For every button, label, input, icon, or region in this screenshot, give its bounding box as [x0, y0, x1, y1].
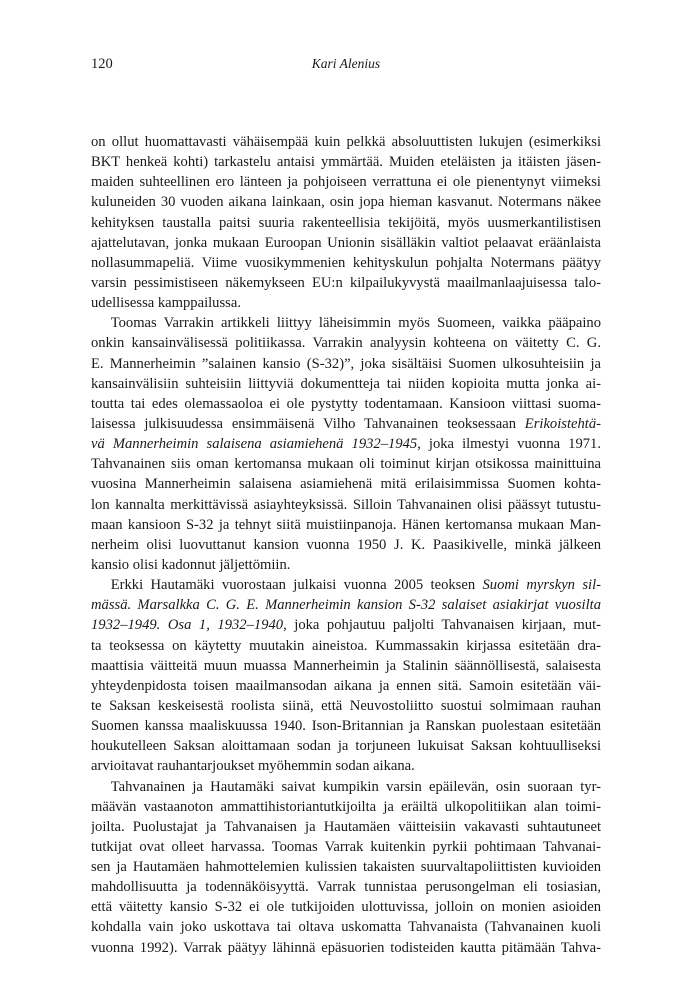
text-line: [91, 454, 601, 474]
text-run: joilta. Puolustajat ja Tahvanaisen ja Hautamäen väitteisiin vakavasti suhtautuneet: [91, 818, 601, 835]
text-line: [91, 152, 601, 172]
text-line: [91, 656, 601, 676]
text-run: te Saksan keskeisestä roolista siinä, että Neuvostoliitto suostui solmimaan rauhan: [91, 697, 601, 714]
text-run: Tahvanainen ja Hautamäki saivat kumpikin varsin epäilevän, osin suoraan tyr-: [110, 778, 601, 795]
text-run: kansio olisi kadonnut jäljettömiin.: [91, 556, 291, 573]
text-run: kansainvälisiin suhteisiin liittyviä dokumentteja tai niiden kopioita mutta jonka ai-: [91, 375, 601, 392]
text-run: kohdalla vain joko uskottava tai oltava uskomatta Tahvanaista (Tahvanainen kuoli: [91, 919, 601, 936]
text-run: maattisia väitteitä muun muassa Mannerheimin ja Stalinin säännöllisestä, salaisesta: [91, 657, 601, 674]
text-line: [91, 192, 601, 212]
text-run: lon kannalta merkittävissä asiayhteyksissä. Silloin Tahvanainen olisi päässyt tutustu-: [91, 496, 601, 513]
text-line: [91, 233, 601, 253]
italic-title-text: 1932–1949. Osa 1, 1932–1940: [91, 617, 284, 634]
text-line: [91, 132, 601, 152]
text-line: [91, 777, 601, 797]
text-line: [91, 917, 601, 937]
text-run: , joka ilmestyi vuonna 1971.: [417, 436, 601, 453]
text-line: [91, 736, 601, 756]
text-line: [91, 313, 601, 333]
text-run: Toomas Varrakin artikkeli liittyy läheisimmin myös Suomeen, vaikka pääpaino: [110, 315, 601, 332]
text-line: [91, 716, 601, 736]
text-run: houkutelleen Saksan aloittamaan sodan ja torjuneen lukuisat Saksan kohtuulliseksi: [91, 738, 601, 755]
text-run: että väitetty kansio S-32 ei ole tutkijoiden ulottuvissa, jolloin on monien asioiden: [91, 899, 601, 916]
text-line: [91, 374, 601, 394]
italic-title-text: mässä. Marsalkka C. G. E. Mannerheimin kansion S-32 salaiset asiakirjat vuosilta: [91, 597, 601, 614]
page-number: 120: [91, 56, 113, 72]
text-line: [91, 172, 601, 192]
text-run: tutkijat ovat olleet harvassa. Toomas Varrak kuitenkin pyrkii pohtimaan Tahvanai-: [91, 838, 601, 855]
paragraph: [91, 575, 601, 776]
text-line: [91, 273, 601, 293]
text-run: BKT henkeä kohti) tarkastelu antaisi ymmärtää. Muiden eteläisten ja itäisten jäsen-: [91, 154, 601, 171]
text-line: [91, 575, 601, 595]
text-line: [91, 676, 601, 696]
text-line: [91, 495, 601, 515]
text-run: arvioitavat rauhantarjoukset myöhemmin sodan aikana.: [91, 758, 415, 775]
text-line: [91, 756, 601, 776]
text-run: , joka pohjautuu paljolti Tahvanaisen kirjaan, mut-: [283, 617, 601, 634]
text-run: vuosina Mannerheimin salaisena asiamiehenä mitä erilaisimmissa Suomen kohta-: [91, 476, 601, 493]
text-run: maan kansioon S-32 ja tehnyt siitä muistiinpanoja. Hänen kertomansa mukaan Man-: [91, 516, 601, 533]
text-run: E. Mannerheimin ”salainen kansio (S-32)”, joka sisältäisi Suomen ulkosuhteisiin ja: [91, 355, 601, 372]
text-run: ta teoksessa on käytetty muutakin aineistoa. Kummassakin kirjassa esitetään dra-: [91, 637, 601, 654]
text-run: Suomen kanssa maaliskuussa 1940. Ison-Britannian ja Ranskan puolestaan esitetään: [91, 718, 601, 735]
text-line: [91, 555, 601, 575]
text-line: [91, 938, 601, 958]
text-line: [91, 595, 601, 615]
text-line: [91, 696, 601, 716]
text-line: [91, 615, 601, 635]
running-head-author: Kari Alenius: [311, 56, 381, 71]
text-run: varsin pessimistiseen näkemykseen EU:n kilpailukyvystä maailmanlaajuisessa talo-: [91, 274, 601, 291]
text-run: kehityksen taustalla paitsi suuria rakenteellisia tekijöitä, myös uusmerkantilistisen: [91, 214, 601, 231]
italic-title-text: Suomi myrskyn sil-: [482, 577, 601, 594]
text-line: [91, 857, 601, 877]
text-line: [91, 474, 601, 494]
italic-title-text: vä Mannerheimin salaisena asiamiehenä 1932–1945: [91, 436, 418, 453]
paragraph: [91, 777, 601, 958]
text-line: [91, 797, 601, 817]
text-line: [91, 837, 601, 857]
text-line: [91, 817, 601, 837]
text-run: määvän vastaanoton ammattihistoriantutkijoilta ja eräiltä ulkopolitiikan alan toimi-: [91, 798, 601, 815]
text-run: nerheim olisi luovuttanut kansion vuonna 1950 J. K. Paasikivelle, minkä jälkeen: [91, 536, 601, 553]
text-run: laisessa julkisuudessa ensimmäisenä Vilho Tahvanainen teoksessaan: [91, 415, 525, 432]
text-run: sen ja Hautamäen hahmottelemien kulissien takaisten suurvaltapoliittisten kuvioiden: [91, 859, 601, 876]
text-run: on ollut huomattavasti vähäisempää kuin pelkkä absoluuttisten lukujen (esimerkiksi: [91, 134, 601, 150]
text-line: [91, 333, 601, 353]
text-run: maiden suhteellinen ero länteen ja pohjoiseen verrattuna ei ole pienentynyt viimeksi: [91, 174, 601, 191]
text-run: Tahvanainen siis oman kertomansa mukaan oli toiminut kirjan otsikossa mainittuina: [91, 456, 601, 473]
paragraph: [91, 132, 601, 313]
text-run: vuonna 1992). Varrak päätyy lähinnä epäsuorien todisteiden kautta pitämään Tahva-: [91, 939, 601, 956]
paragraph: [91, 313, 601, 575]
body-text: [91, 132, 601, 958]
text-line: [91, 897, 601, 917]
page-header: [91, 56, 601, 76]
text-run: udellisessa kamppailussa.: [91, 295, 241, 312]
text-line: [91, 535, 601, 555]
text-line: [91, 354, 601, 374]
italic-title-text: Erikoistehtä-: [524, 415, 601, 432]
text-line: [91, 414, 601, 434]
text-run: nollasummapeliä. Viime vuosikymmenien kehityskulun pohjalta Notermans päätyy: [91, 254, 601, 271]
text-line: [91, 394, 601, 414]
text-line: [91, 636, 601, 656]
text-run: onkin kansainvälisessä politiikassa. Varrakin analyysin kohteena on väitetty C. G.: [91, 335, 601, 352]
text-line: [91, 253, 601, 273]
text-line: [91, 213, 601, 233]
text-line: [91, 434, 601, 454]
text-run: Erkki Hautamäki vuorostaan julkaisi vuonna 2005 teoksen: [110, 577, 483, 594]
text-run: ajattelutavan, jonka mukaan Euroopan Unionin sisälläkin valtiot pelaavat eräänlaista: [91, 234, 601, 251]
text-line: [91, 515, 601, 535]
text-run: kuluneiden 30 vuoden aikana lainkaan, osin jopa hieman kasvanut. Notermans näkee: [91, 194, 601, 211]
text-run: toutta tai edes olemassaoloa ei ole pystytty todentamaan. Kansioon viittasi suoma-: [91, 395, 601, 412]
text-run: yhteydenpidosta toisen maailmansodan aikana ja ennen sitä. Samoin esitetään väi-: [91, 677, 601, 694]
text-line: [91, 877, 601, 897]
text-run: mahdollisuutta ja todennäköisyyttä. Varrak tunnistaa perusongelman eli tosiasian,: [91, 879, 601, 896]
text-line: [91, 293, 601, 313]
